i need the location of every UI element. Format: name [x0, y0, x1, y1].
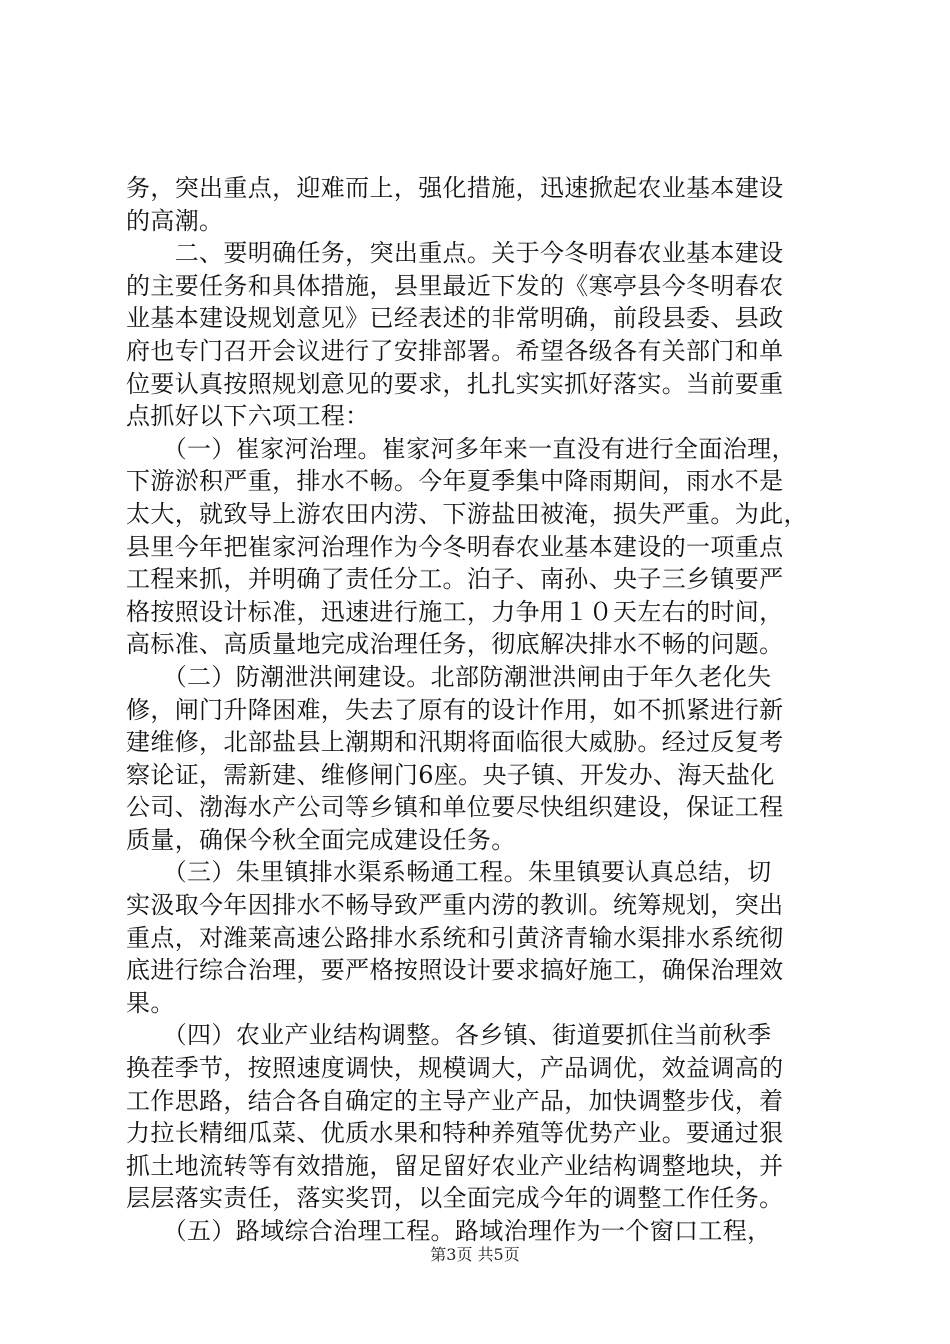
text-line: 点抓好以下六项工程： — [126, 402, 370, 431]
text-line: 换茬季节，按照速度调快，规模调大，产品调优，效益调高的 — [126, 1054, 784, 1083]
text-line: 二、要明确任务，突出重点。关于今冬明春农业基本建设 — [126, 239, 784, 268]
text-line: （二）防潮泄洪闸建设。北部防潮泄洪闸由于年久老化失 — [126, 662, 772, 691]
text-line: （三）朱里镇排水渠系畅通工程。朱里镇要认真总结，切 — [126, 858, 772, 887]
text-line: 工作思路，结合各自确定的主导产业产品，加快调整步伐，着 — [126, 1086, 784, 1115]
text-line: 的主要任务和具体措施，县里最近下发的《寒亭县今冬明春农 — [126, 271, 784, 300]
text-line: 位要认真按照规划意见的要求，扎扎实实抓好落实。当前要重 — [126, 369, 784, 398]
text-line: 务，突出重点，迎难而上，强化措施，迅速掀起农业基本建设 — [126, 174, 784, 202]
text-line: （四）农业产业结构调整。各乡镇、街道要抓住当前秋季 — [126, 1021, 772, 1050]
text-line: （一）崔家河治理。崔家河多年来一直没有进行全面治理， — [126, 434, 796, 463]
page-indicator: 第3页 共5页 — [430, 1245, 520, 1264]
text-line: 业基本建设规划意见》已经表述的非常明确，前段县委、县政 — [126, 304, 784, 333]
page-footer — [0, 1245, 950, 1265]
text-line: 果。 — [126, 988, 175, 1017]
text-line: 下游淤积严重，排水不畅。今年夏季集中降雨期间，雨水不是 — [126, 467, 784, 496]
text-line: 格按照设计标准，迅速进行施工，力争用１０天左右的时间， — [126, 597, 784, 626]
text-line: 府也专门召开会议进行了安排部署。希望各级各有关部门和单 — [126, 336, 784, 365]
text-line: 公司、渤海水产公司等乡镇和单位要尽快组织建设，保证工程 — [126, 793, 784, 822]
text-line: （五）路域综合治理工程。路域治理作为一个窗口工程， — [126, 1217, 772, 1245]
text-line: 质量，确保今秋全面完成建设任务。 — [126, 825, 516, 854]
text-line: 抓土地流转等有效措施，留足留好农业产业结构调整地块，并 — [126, 1151, 784, 1180]
text-line: 实汲取今年因排水不畅导致严重内涝的教训。统筹规划，突出 — [126, 891, 784, 920]
text-line: 工程来抓，并明确了责任分工。泊子、南孙、央子三乡镇要严 — [126, 565, 784, 594]
text-line: 高标准、高质量地完成治理任务，彻底解决排水不畅的问题。 — [126, 630, 784, 659]
text-line: 力拉长精细瓜菜、优质水果和特种养殖等优势产业。要通过狠 — [126, 1119, 784, 1148]
text-line: 层层落实责任，落实奖罚，以全面完成今年的调整工作任务。 — [126, 1184, 784, 1213]
text-line: 县里今年把崔家河治理作为今冬明春农业基本建设的一项重点 — [126, 532, 784, 561]
text-line: 修，闸门升降困难，失去了原有的设计作用，如不抓紧进行新 — [126, 695, 784, 724]
text-line: 太大，就致导上游农田内涝、下游盐田被淹，损失严重。为此， — [126, 499, 808, 528]
document-body — [126, 172, 826, 1248]
text-line: 察论证，需新建、维修闸门6座。央子镇、开发办、海天盐化 — [126, 760, 775, 789]
text-line: 建维修，北部盐县上潮期和汛期将面临很大威胁。经过反复考 — [126, 728, 784, 757]
text-line: 底进行综合治理，要严格按照设计要求搞好施工，确保治理效 — [126, 956, 784, 985]
text-line: 的高潮。 — [126, 206, 224, 235]
text-line: 重点，对潍莱高速公路排水系统和引黄济青输水渠排水系统彻 — [126, 923, 784, 952]
